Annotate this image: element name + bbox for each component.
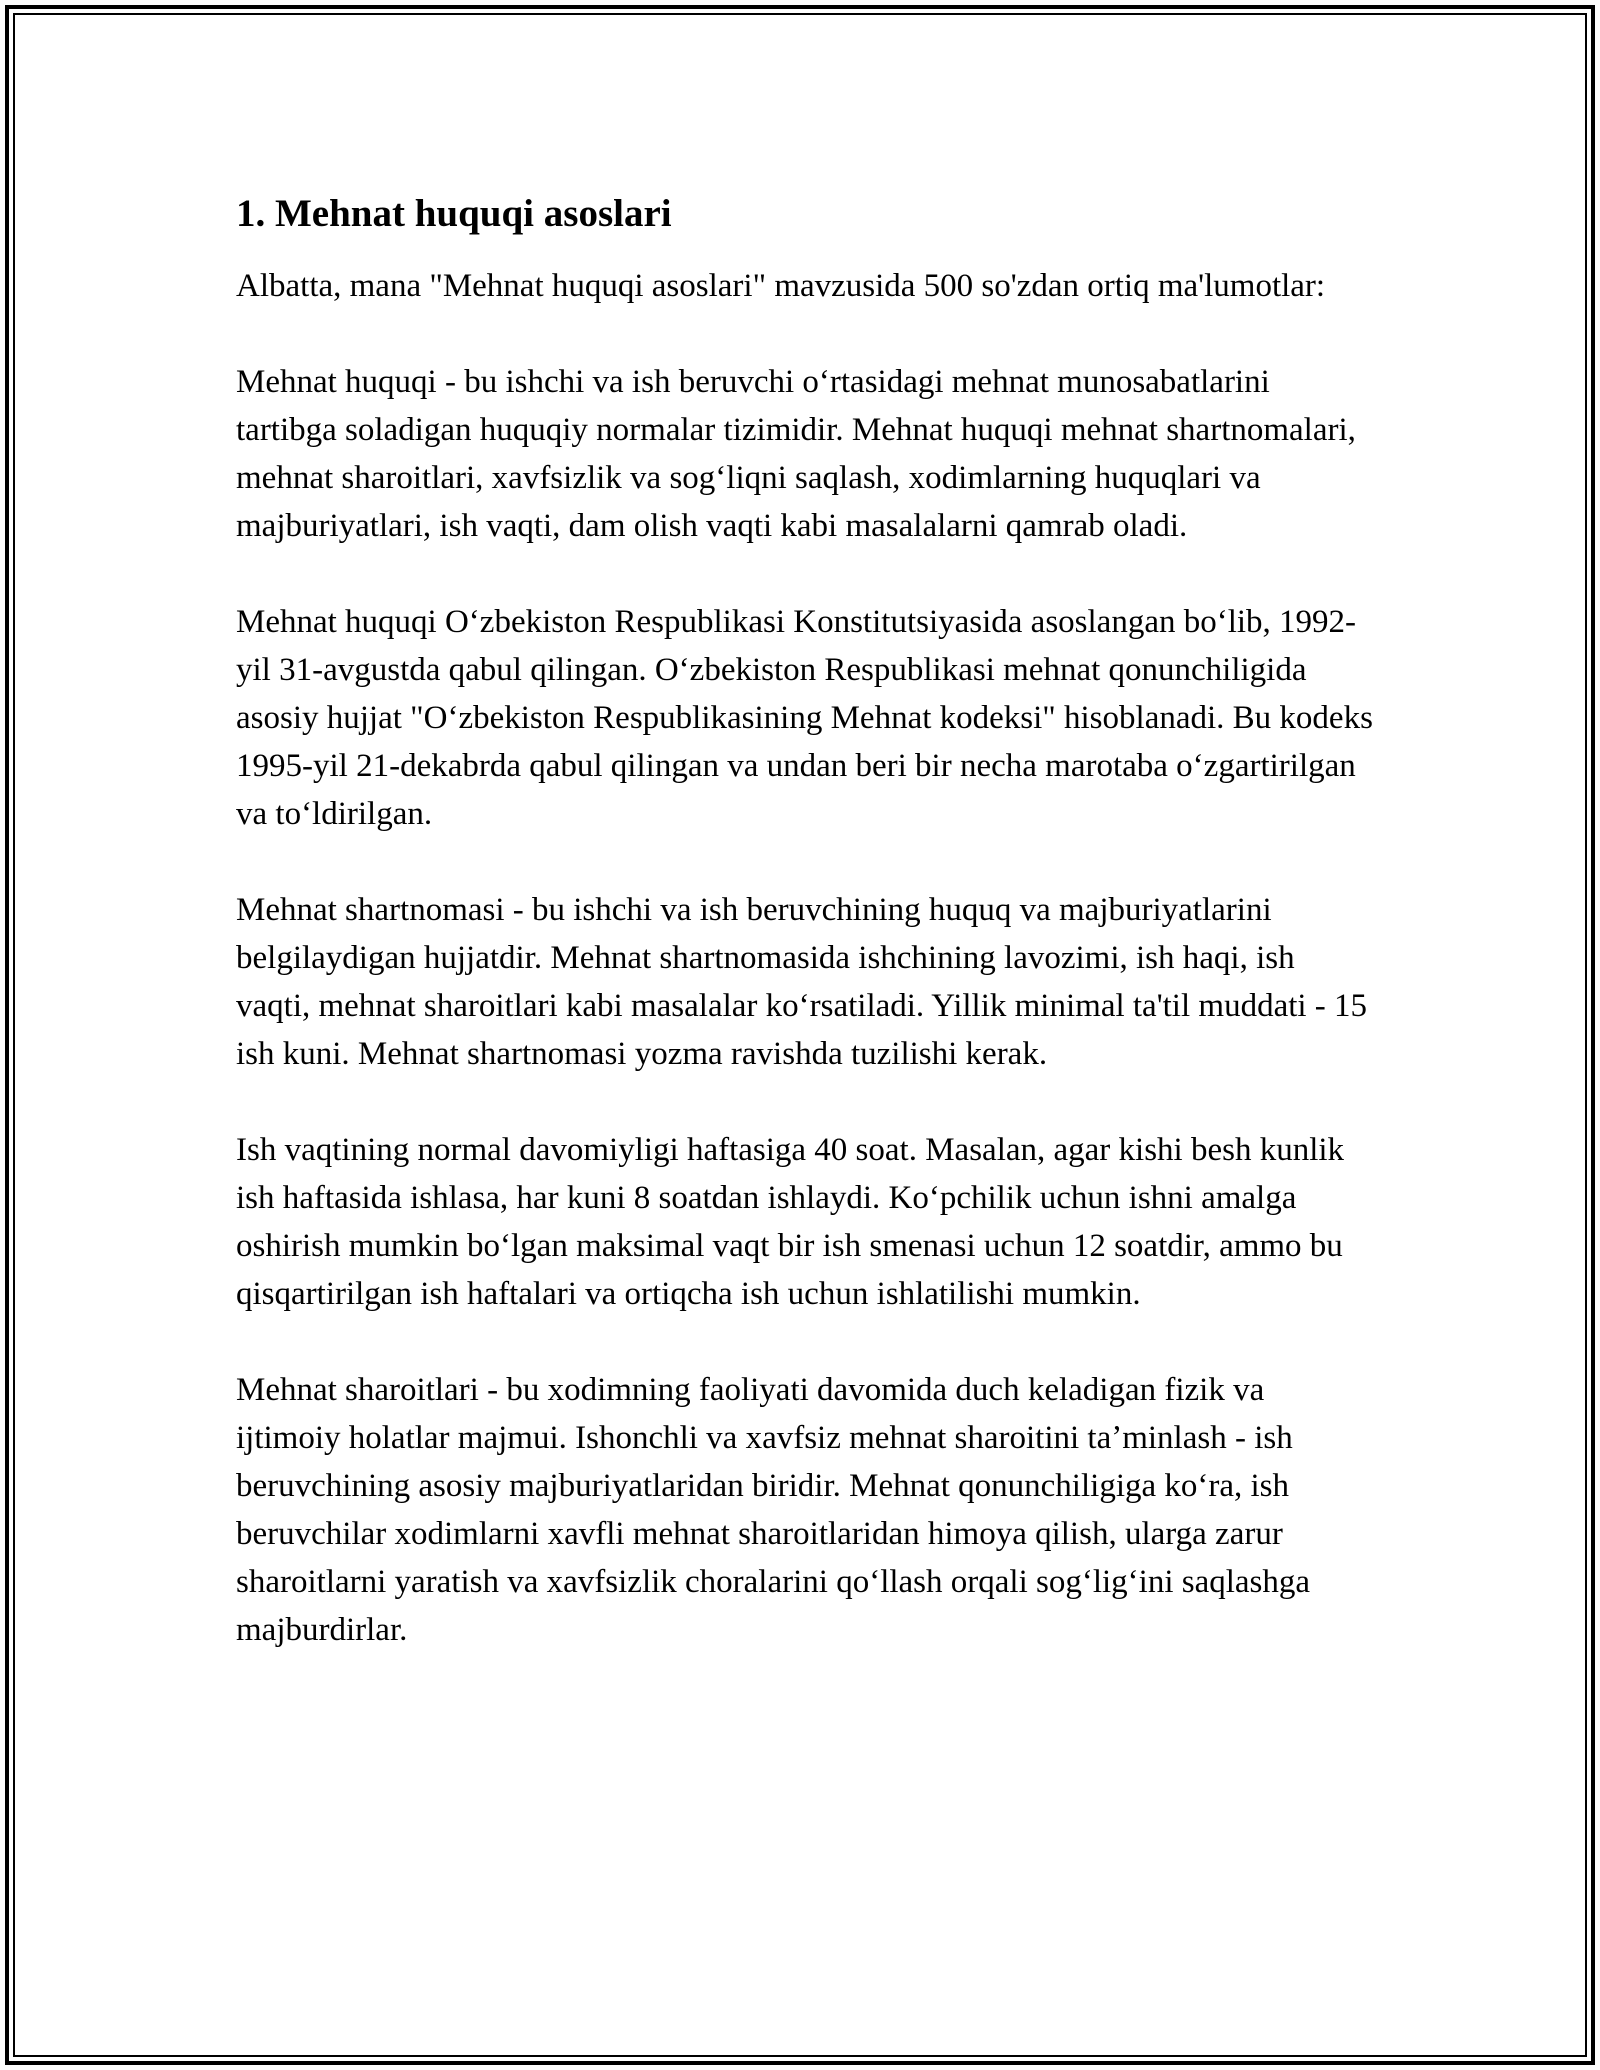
- paragraph-working-conditions: Mehnat sharoitlari - bu xodimning faoliyati davomida duch keladigan fizik va ijtimoiy holatlar majmui. Ishonchli va xavfsiz mehnat sharoitini taʼminlash - ish beruvchining asosiy majburiyatlaridan biridir. Mehnat qonunchiligiga koʻra, ish beruvchilar xodimlarni xavfli mehnat sharoitlaridan himoya qilish, ularga zarur sharoitlarni yaratish va xavfsizlik choralarini qoʻllash orqali sogʻligʻini saqlashga majburdirlar.: [236, 1372, 1311, 1648]
- paragraph-contract: Mehnat shartnomasi - bu ishchi va ish beruvchining huquq va majburiyatlarini belgilaydigan hujjatdir. Mehnat shartnomasida ishchining lavozimi, ish haqi, ish vaqti, mehnat sharoitlari kabi masalalar koʻrsatiladi. Yillik minimal ta'til muddati - 15 ish kuni. Mehnat shartnomasi yozma ravishda tuzilishi kerak.: [236, 892, 1368, 1072]
- paragraph-legislation: Mehnat huquqi Oʻzbekiston Respublikasi Konstitutsiyasida asoslangan boʻlib, 1992-yil 31-avgustda qabul qilingan. Oʻzbekiston Respublikasi mehnat qonunchiligida asosiy hujjat "Oʻzbekiston Respublikasining Mehnat kodeksi" hisoblanadi. Bu kodeks 1995-yil 21-dekabrda qabul qilingan va undan beri bir necha marotaba oʻzgartirilgan va toʻldirilgan.: [236, 604, 1373, 832]
- paragraph-working-hours: Ish vaqtining normal davomiyligi haftasiga 40 soat. Masalan, agar kishi besh kunlik ish haftasida ishlasa, har kuni 8 soatdan ishlaydi. Koʻpchilik uchun ishni amalga oshirish mumkin boʻlgan maksimal vaqt bir ish smenasi uchun 12 soatdir, ammo bu qisqartirilgan ish haftalari va ortiqcha ish uchun ishlatilishi mumkin.: [236, 1132, 1345, 1312]
- document-body: [236, 188, 1376, 1702]
- paragraph-intro: Albatta, mana "Mehnat huquqi asoslari" mavzusida 500 so'zdan ortiq ma'lumotlar:: [236, 268, 1326, 304]
- paragraph-definition: Mehnat huquqi - bu ishchi va ish beruvchi oʻrtasidagi mehnat munosabatlarini tartibga soladigan huquqiy normalar tizimidir. Mehnat huquqi mehnat shartnomalari, mehnat sharoitlari, xavfsizlik va sogʻliqni saqlash, xodimlarning huquqlari va majburiyatlari, ish vaqti, dam olish vaqti kabi masalalarni qamrab oladi.: [236, 364, 1356, 544]
- document-title: 1. Mehnat huquqi asoslari: [236, 192, 672, 235]
